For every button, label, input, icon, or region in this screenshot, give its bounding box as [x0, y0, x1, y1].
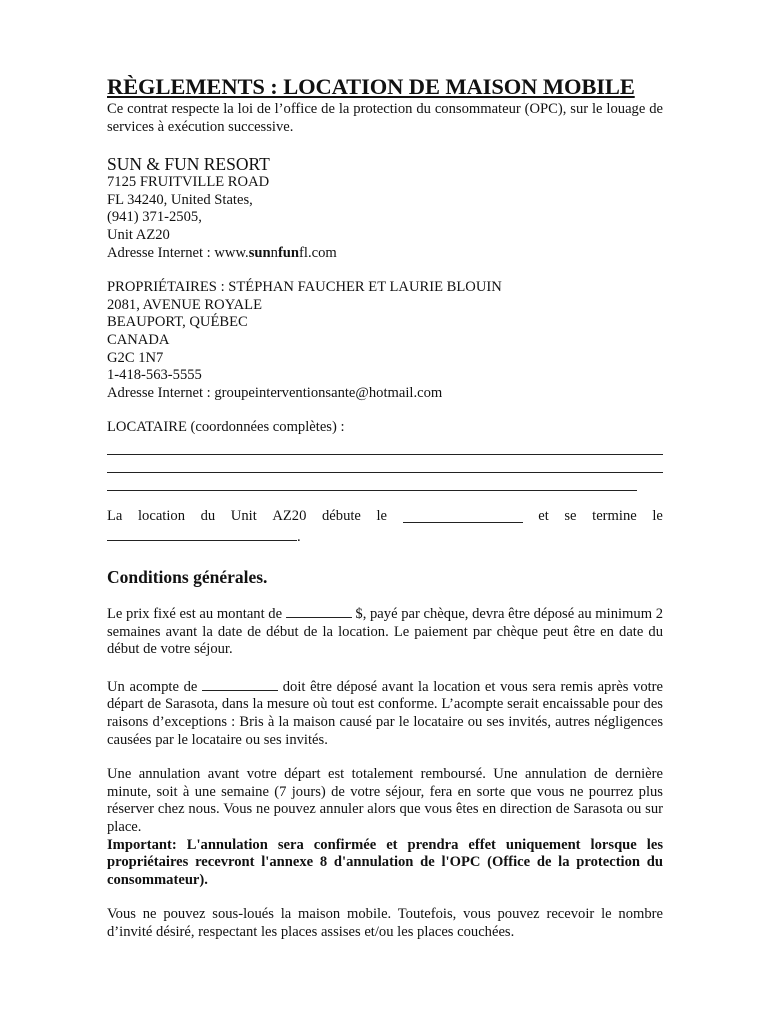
price-paragraph [107, 603, 663, 659]
owners-heading: PROPRIÉTAIRES : STÉPHAN FAUCHER ET LAURIE BLOUIN [107, 279, 502, 296]
location-word: et [538, 507, 549, 524]
resort-website-suffix: fl.com [299, 244, 337, 261]
end-date-line [107, 526, 663, 547]
location-word: le [376, 507, 388, 524]
resort-unit: Unit AZ20 [107, 226, 170, 243]
deposit-text-after: doit être déposé avant la location et vous sera remis après votre départ de Sarasota, dans la mesure où tout est conforme. L’acompte serait encaissable pour des raisons d’exceptions : Bris à la maison causé par le locataire ou ses invités, autres négligences causées par le locataire ou ses invités. [107, 678, 664, 748]
resort-website [107, 245, 663, 263]
resort-phone: (941) 371-2505, [107, 209, 202, 226]
tenant-block [107, 419, 663, 491]
cancellation-paragraph: Une annulation avant votre départ est totalement remboursé. Une annulation de dernière minute, soit à une semaine (7 jours) de votre séjour, fera en sorte que vous ne pourrez plus réserver chez nous. Vous ne pouvez annuler alors que vous êtes en direction de Sarasota ou sur place. [107, 766, 663, 836]
owners-block [107, 279, 663, 402]
location-period-line [107, 508, 663, 526]
price-text-after: $, payé par chèque, devra être déposé au minimum 2 semaines avant la date de début de la location. Le paiement par chèque peut être en date du début de votre séjour. [107, 606, 663, 658]
end-date-punct: . [297, 528, 301, 545]
end-date-blank[interactable] [107, 526, 297, 541]
owners-email: Adresse Internet : groupeinterventionsante@hotmail.com [107, 384, 443, 401]
sublet-paragraph: Vous ne pouvez sous-loués la maison mobile. Toutefois, vous pouvez recevoir le nombre d’invité désiré, respectant les places assises et/ou les places couchées. [107, 906, 663, 940]
location-word: du [200, 507, 216, 524]
start-date-blank[interactable] [403, 508, 523, 523]
resort-website-prefix: Adresse Internet : www. [107, 244, 249, 261]
resort-address-line2: FL 34240, United States, [107, 191, 253, 208]
document-page [107, 74, 663, 942]
owners-country: CANADA [107, 331, 170, 348]
cancellation-important: Important: L'annulation sera confirmée et prendra effet uniquement lorsque les propriétaires recevront l'annexe 8 d'annulation de l'OPC (Office de la protection du consommateur). [107, 836, 663, 888]
tenant-fill-line-1[interactable] [107, 438, 663, 455]
tenant-fill-line-2[interactable] [107, 456, 663, 473]
deposit-text-before: Un acompte de [107, 678, 198, 695]
owners-city: BEAUPORT, QUÉBEC [107, 314, 248, 331]
owners-address-line1: 2081, AVENUE ROYALE [107, 296, 262, 313]
deposit-paragraph [107, 676, 663, 749]
location-word: le [652, 507, 663, 524]
page-title: RÈGLEMENTS : LOCATION DE MAISON MOBILE [107, 74, 635, 99]
location-word: débute [322, 507, 361, 524]
price-blank[interactable] [286, 603, 352, 618]
location-word: termine [592, 507, 637, 524]
resort-address-block [107, 174, 663, 262]
owners-phone: 1-418-563-5555 [107, 367, 202, 384]
location-word: La [107, 507, 123, 524]
location-word: se [564, 507, 577, 524]
deposit-blank[interactable] [202, 676, 278, 691]
resort-website-n: n [270, 244, 278, 261]
location-word: AZ20 [272, 507, 307, 524]
resort-address-line1: 7125 FRUITVILLE ROAD [107, 174, 270, 191]
intro-paragraph: Ce contrat respecte la loi de l’office de la protection du consommateur (OPC), sur le louage de services à exécution successive. [107, 101, 663, 135]
tenant-label: LOCATAIRE (coordonnées complètes) : [107, 419, 345, 436]
location-word: location [138, 507, 186, 524]
location-word: Unit [230, 507, 257, 524]
resort-website-sun: sun [248, 244, 271, 261]
tenant-fill-line-3[interactable] [107, 474, 637, 491]
price-text-before: Le prix fixé est au montant de [107, 606, 283, 623]
resort-website-fun: fun [277, 244, 300, 261]
conditions-title: Conditions générales. [107, 567, 268, 588]
resort-name: SUN & FUN RESORT [107, 154, 270, 175]
owners-postal: G2C 1N7 [107, 349, 164, 366]
